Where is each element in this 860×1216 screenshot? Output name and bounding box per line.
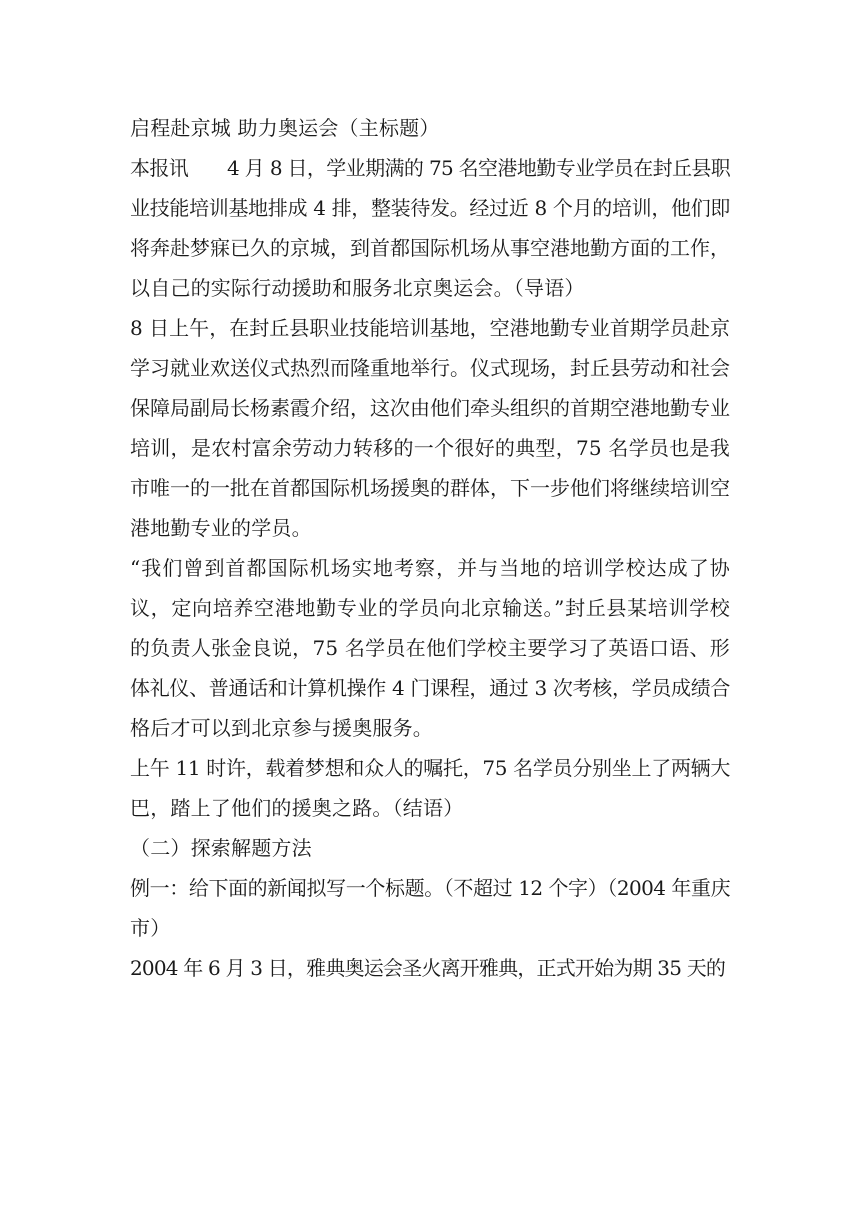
closing-paragraph <box>130 748 730 828</box>
text-line: 8 日上午，在封丘县职业技能培训基地，空港地勤专业首期学员赴京 <box>130 316 730 340</box>
text-line: 业技能培训基地排成 4 排，整装待发。经过近 8 个月的培训，他们即 <box>130 196 730 220</box>
example-prompt <box>130 868 730 948</box>
text-line: 例一：给下面的新闻拟写一个标题。（不超过 12 个字）（2004 年重庆 <box>130 876 730 900</box>
text-line: 培训，是农村富余劳动力转移的一个很好的典型，75 名学员也是我 <box>130 436 730 460</box>
text-line: 学习就业欢送仪式热烈而隆重地举行。仪式现场，封丘县劳动和社会 <box>130 356 730 380</box>
text-line: 将奔赴梦寐已久的京城，到首都国际机场从事空港地勤方面的工作， <box>130 236 730 260</box>
body-paragraph-1 <box>130 308 730 548</box>
text-line: 市唯一的一批在首都国际机场援奥的群体，下一步他们将继续培训空 <box>130 476 730 500</box>
text-line: 的负责人张金良说，75 名学员在他们学校主要学习了英语口语、形 <box>130 636 730 660</box>
text-line: 启程赴京城 助力奥运会（主标题） <box>130 116 440 140</box>
text-line: 体礼仪、普通话和计算机操作 4 门课程，通过 3 次考核，学员成绩合 <box>130 676 730 700</box>
lead-paragraph <box>130 148 730 308</box>
document-body <box>130 108 730 988</box>
text-line: 本报讯 4 月 8 日，学业期满的 75 名空港地勤专业学员在封丘县职 <box>130 156 730 180</box>
text-line: 以自己的实际行动援助和服务北京奥运会。（导语） <box>130 276 585 300</box>
text-line: “我们曾到首都国际机场实地考察，并与当地的培训学校达成了协 <box>130 556 730 580</box>
text-line: 保障局副局长杨素霞介绍，这次由他们牵头组织的首期空港地勤专业 <box>130 396 730 420</box>
text-line: 2004 年 6 月 3 日，雅典奥运会圣火离开雅典，正式开始为期 35 天的 <box>130 956 726 980</box>
section-heading <box>130 828 730 868</box>
text-line: 上午 11 时许，载着梦想和众人的嘱托，75 名学员分别坐上了两辆大 <box>130 756 730 780</box>
text-line: 市） <box>130 916 171 940</box>
text-line: （二）探索解题方法 <box>130 836 312 860</box>
main-title <box>130 108 730 148</box>
text-line: 巴，踏上了他们的援奥之路。（结语） <box>130 796 464 820</box>
text-line: 格后才可以到北京参与援奥服务。 <box>130 716 433 740</box>
example-text <box>130 948 730 988</box>
text-line: 议，定向培养空港地勤专业的学员向北京输送。”封丘县某培训学校 <box>130 596 730 620</box>
text-line: 港地勤专业的学员。 <box>130 516 312 540</box>
body-paragraph-2 <box>130 548 730 748</box>
